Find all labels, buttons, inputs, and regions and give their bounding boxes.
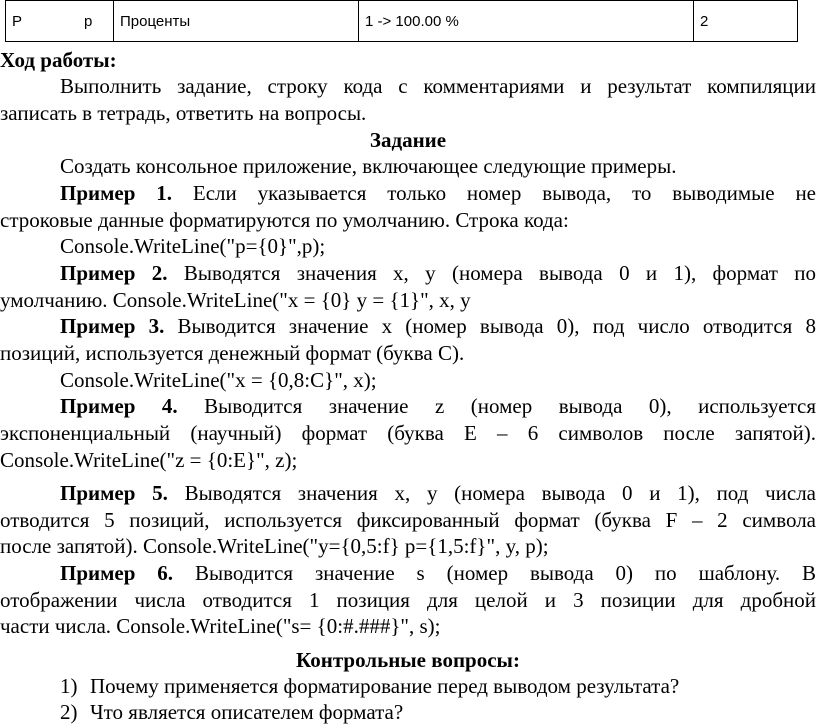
example-6-line-3: части числа. Console.WriteLine("s= {0:#.###}", s);: [0, 614, 441, 638]
question-1: [0, 673, 816, 699]
format-table: [5, 0, 798, 42]
example-3-line-2: позиций, используется денежный формат (буква C).: [0, 341, 465, 365]
example-1-line-1: Пример 1. Если указывается только номер вывода, то выводимые не: [60, 181, 816, 205]
table-cell-name: Проценты: [114, 1, 359, 42]
example-5-line-3: после запятой). Console.WriteLine("y={0,5:f} p={1,5:f}", y, p);: [0, 534, 549, 558]
example-3-line-1: Пример 3. Выводится значение x (номер вывода 0), под число отводится 8: [60, 314, 816, 338]
questions-heading: Контрольные вопросы:: [296, 648, 520, 672]
example-1-label: Пример 1.: [60, 181, 173, 205]
workflow-text-line-2: записать в тетрадь, ответить на вопросы.: [0, 101, 367, 125]
example-6-line-2: отображении числа отводится 1 позиция для целой и 3 позиции для дробной: [0, 588, 816, 612]
example-2-label: Пример 2.: [60, 261, 168, 285]
example-5-line-2: отводится 5 позиций, используется фиксированный формат (буква F – 2 символа: [0, 508, 816, 532]
example-4-line-3: Console.WriteLine("z = {0:E}", z);: [0, 448, 298, 472]
example-4-line-2: экспоненциальный (научный) формат (буква E – 6 символов после запятой).: [0, 421, 816, 445]
question-2: [0, 699, 816, 725]
example-2-line-2: умолчанию. Console.WriteLine("x = {0} y = {1}", x, y: [0, 288, 471, 312]
workflow-text-line-1: Выполнить задание, строку кода с комментариями и результат компиляции: [60, 74, 816, 98]
table-row: [6, 1, 798, 42]
task-text: Создать консольное приложение, включающее следующие примеры.: [60, 154, 677, 178]
table-cell-specifier: [6, 1, 114, 42]
specifier-upper: P: [12, 12, 23, 30]
example-6-label: Пример 6.: [60, 561, 174, 585]
example-4-label: Пример 4.: [60, 394, 178, 418]
example-1-line-2: строковые данные форматируются по умолчанию. Строка кода:: [0, 208, 569, 232]
question-1-number: 1): [60, 674, 78, 698]
example-5-line-1: Пример 5. Выводятся значения x, y (номера вывода 0 и 1), под числа: [60, 481, 816, 505]
question-1-text: Почему применяется форматирование перед выводом результата?: [90, 674, 680, 698]
workflow-heading: Ход работы:: [0, 48, 117, 72]
example-6-line-1: Пример 6. Выводится значение s (номер вывода 0) по шаблону. В: [60, 561, 816, 585]
example-5-label: Пример 5.: [60, 481, 168, 505]
example-1-code: Console.WriteLine("p={0}",p);: [60, 234, 326, 258]
example-2-line-1: Пример 2. Выводятся значения x, y (номера вывода 0 и 1), формат по: [60, 261, 816, 285]
task-heading: Задание: [369, 128, 447, 152]
table-cell-number: 2: [694, 1, 798, 42]
example-4-line-1: Пример 4. Выводится значение z (номер вывода 0), используется: [60, 394, 816, 418]
specifier-lower: p: [84, 12, 93, 30]
example-3-code: Console.WriteLine("x = {0,8:C}", x);: [60, 368, 377, 392]
question-2-number: 2): [60, 700, 78, 724]
question-2-text: Что является описателем формата?: [90, 700, 404, 724]
example-3-label: Пример 3.: [60, 314, 165, 338]
table-cell-example: 1 -> 100.00 %: [359, 1, 694, 42]
